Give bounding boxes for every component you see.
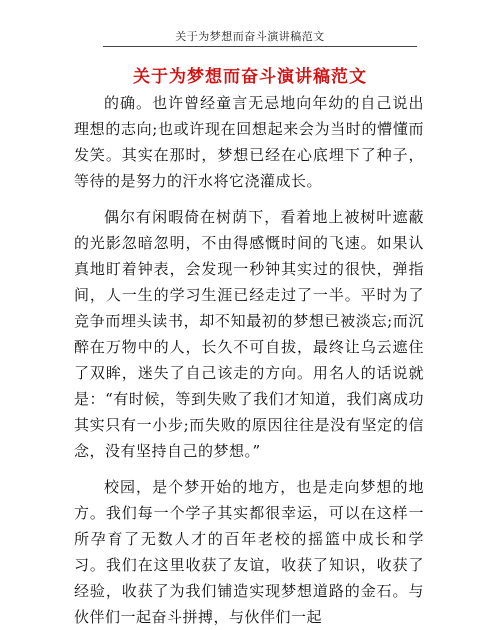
document-body xyxy=(74,90,424,630)
document-title: 关于为梦想而奋斗演讲稿范文 xyxy=(133,67,367,87)
paragraph-2: 偶尔有闲暇倚在树荫下，看着地上被树叶遮蔽的光影忽暗忽明，不由得感慨时间的飞速。如果认真地盯着钟表，会发现一秒钟其实过的很快，弹指间，人一生的学习生涯已经走过了一半。平时为了竞争而埋头读书，却不知最初的梦想已被淡忘;而沉醉在万物中的人，长久不可自拔，最终让乌云遮住了双眸，迷失了自己该走的方向。用名人的话说就是：“有时候，等到失败了我们才知道，我们离成功其实只有一小步;而失败的原因往往是没有坚定的信念，没有坚持自己的梦想。” xyxy=(74,208,424,460)
running-header: 关于为梦想而奋斗演讲稿范文 xyxy=(175,30,325,43)
paragraph-1: 的确。也许曾经童言无忌地向年幼的自己说出理想的志向;也或许现在回想起来会为当时的懵懂而发笑。其实在那时，梦想已经在心底埋下了种子，等待的是努力的汗水将它浇灌成长。 xyxy=(74,94,424,190)
paragraph-3: 校园，是个梦开始的地方，也是走向梦想的地方。我们每一个学子其实都很幸运，可以在这样一所孕育了无数人才的百年老校的摇篮中成长和学习。我们在这里收获了友谊，收获了知识，收获了经验，收获了为我们铺造实现梦想道路的金石。与伙伴们一起奋斗拼搏，与伙伴们一起 xyxy=(74,478,424,626)
header-divider xyxy=(103,46,417,47)
